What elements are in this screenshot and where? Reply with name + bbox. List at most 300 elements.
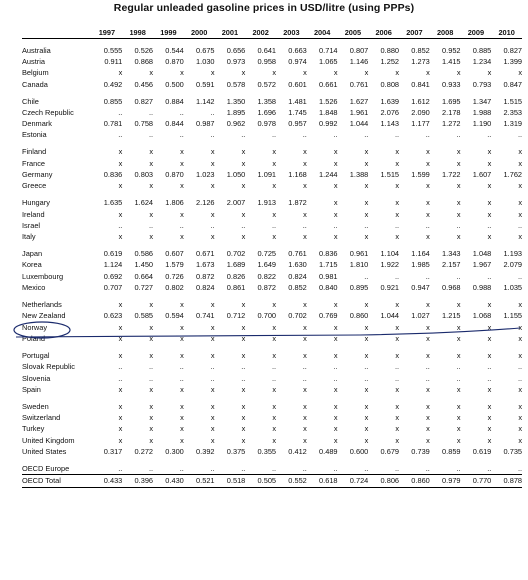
table-cell: x: [241, 350, 246, 360]
table-cell: x: [180, 401, 184, 411]
table-cell: 1.350: [226, 96, 246, 106]
table-cell: ..: [425, 271, 430, 281]
table-cell: 0.578: [226, 79, 246, 89]
table-cell: ..: [241, 463, 246, 473]
table-cell: ..: [241, 220, 246, 230]
table-cell: ..: [271, 220, 277, 230]
table-cell: ..: [394, 362, 400, 372]
table-cell: 0.500: [165, 79, 184, 89]
table-cell: x: [333, 333, 338, 343]
country-name: Israel: [22, 220, 41, 230]
table-cell: 1.515: [380, 170, 400, 180]
table-row: [22, 209, 522, 220]
table-cell: x: [333, 68, 338, 78]
table-cell: x: [487, 300, 492, 310]
table-cell: 0.601: [288, 79, 307, 89]
table-cell: x: [180, 68, 184, 78]
table-cell: ..: [179, 107, 184, 117]
table-cell: ..: [241, 362, 246, 372]
table-row: [22, 310, 522, 321]
table-cell: 0.827: [503, 45, 523, 55]
table-cell: 0.430: [165, 476, 184, 486]
table-cell: 1.358: [257, 96, 277, 106]
table-cell: 1.872: [288, 198, 307, 208]
table-cell: 0.878: [503, 476, 523, 486]
table-cell: 1.450: [134, 260, 154, 270]
table-row: [22, 259, 522, 270]
year-header: 2003: [283, 27, 300, 37]
year-header: 2000: [190, 27, 208, 37]
table-cell: 0.947: [411, 283, 430, 293]
table-cell: x: [303, 350, 307, 360]
table-cell: x: [364, 322, 369, 332]
country-name: Belgium: [22, 68, 49, 78]
table-cell: 0.656: [226, 45, 246, 55]
table-cell: x: [149, 333, 154, 343]
table-cell: x: [210, 435, 215, 445]
table-cell: 2.157: [442, 260, 461, 270]
table-row: [22, 401, 522, 412]
table-cell: ..: [487, 271, 492, 281]
table-cell: x: [149, 401, 154, 411]
table-cell: x: [364, 350, 369, 360]
table-cell: x: [272, 68, 277, 78]
country-name: Italy: [22, 232, 36, 242]
table-cell: x: [364, 198, 369, 208]
table-cell: 1.027: [411, 311, 430, 321]
table-row: [22, 107, 522, 118]
table-cell: x: [149, 147, 154, 157]
country-name: New Zealand: [22, 311, 66, 321]
table-cell: 0.702: [226, 249, 246, 259]
table-cell: x: [149, 350, 154, 360]
table-cell: ..: [210, 130, 215, 140]
table-row: [22, 56, 522, 67]
table-cell: x: [210, 158, 215, 168]
table-cell: ..: [364, 130, 369, 140]
table-cell: x: [333, 158, 338, 168]
table-cell: 0.808: [380, 79, 400, 89]
table-cell: 1.579: [165, 260, 184, 270]
table-cell: x: [272, 333, 277, 343]
table-cell: 0.957: [288, 119, 307, 129]
table-row: [22, 96, 522, 107]
year-header: 2009: [467, 27, 485, 37]
table-cell: x: [149, 158, 154, 168]
country-name: France: [22, 158, 46, 168]
table-cell: 1.143: [380, 119, 400, 129]
country-name: Slovenia: [22, 373, 51, 383]
year-header: 2007: [406, 27, 423, 37]
table-cell: x: [241, 68, 246, 78]
table-cell: x: [333, 209, 338, 219]
table-cell: 0.974: [288, 56, 307, 66]
country-name: Japan: [22, 249, 43, 259]
table-cell: ..: [394, 130, 400, 140]
table-cell: x: [149, 424, 154, 434]
table-cell: x: [426, 147, 430, 157]
table-cell: x: [456, 68, 461, 78]
table-cell: 1.146: [349, 56, 369, 66]
table-cell: x: [118, 232, 123, 242]
table-cell: ..: [148, 463, 154, 473]
table-row: [22, 67, 522, 78]
table-cell: 0.725: [257, 249, 277, 259]
table-cell: x: [333, 401, 338, 411]
table-cell: 1.649: [257, 260, 277, 270]
table-cell: 0.572: [257, 79, 277, 89]
table-cell: x: [149, 300, 154, 310]
table-cell: x: [456, 384, 461, 394]
table-cell: 1.044: [380, 311, 400, 321]
table-cell: 1.155: [503, 311, 523, 321]
table-cell: 1.967: [472, 260, 492, 270]
table-cell: x: [456, 158, 461, 168]
table-row: [22, 412, 522, 423]
table-cell: 0.840: [319, 283, 338, 293]
table-cell: 0.741: [196, 311, 215, 321]
table-cell: x: [303, 424, 307, 434]
table-cell: 0.712: [226, 311, 246, 321]
table-cell: 1.193: [503, 249, 523, 259]
table-cell: x: [210, 350, 215, 360]
table-cell: 0.619: [472, 447, 492, 456]
table-cell: ..: [333, 220, 338, 230]
table-cell: 1.091: [257, 170, 277, 180]
table-cell: x: [241, 147, 246, 157]
table-row: [22, 384, 522, 395]
table-cell: 1.068: [472, 311, 492, 321]
table-cell: x: [456, 209, 461, 219]
table-cell: x: [364, 147, 369, 157]
table-cell: x: [149, 68, 154, 78]
table-cell: x: [395, 198, 400, 208]
table-cell: 0.552: [288, 476, 307, 486]
table-cell: 0.300: [165, 447, 184, 456]
table-cell: x: [487, 333, 492, 343]
table-cell: ..: [425, 373, 430, 383]
country-name: Australia: [22, 45, 51, 55]
table-cell: 1.030: [196, 56, 215, 66]
table-cell: x: [426, 435, 430, 445]
table-cell: ..: [210, 107, 215, 117]
table-cell: ..: [487, 220, 492, 230]
table-cell: ..: [210, 373, 215, 383]
table-row: [22, 423, 522, 434]
table-cell: x: [426, 198, 430, 208]
table-cell: x: [395, 68, 400, 78]
table-cell: x: [518, 322, 523, 332]
table-cell: 0.586: [134, 249, 154, 259]
table-cell: 1.745: [288, 107, 307, 117]
table-cell: 0.921: [380, 283, 400, 293]
table-cell: 0.623: [103, 311, 123, 321]
table-cell: 1.696: [257, 107, 277, 117]
table-cell: x: [149, 232, 154, 242]
table-cell: 0.663: [288, 45, 307, 55]
table-cell: 0.392: [196, 447, 215, 456]
table-cell: x: [518, 209, 523, 219]
table-cell: x: [303, 68, 307, 78]
table-cell: 1.630: [288, 260, 307, 270]
table-cell: 1.164: [411, 249, 430, 259]
table-cell: x: [487, 147, 492, 157]
country-name: Norway: [22, 322, 48, 332]
table-row: [22, 463, 522, 474]
table-cell: x: [426, 68, 430, 78]
table-row: [22, 350, 522, 361]
table-cell: 0.933: [442, 79, 461, 89]
table-cell: x: [118, 322, 123, 332]
table-cell: ..: [179, 373, 184, 383]
year-header: 1999: [160, 27, 177, 37]
table-cell: x: [180, 413, 184, 423]
table-cell: ..: [456, 373, 461, 383]
table-cell: 0.852: [288, 283, 307, 293]
table-cell: x: [303, 181, 307, 191]
table-row: [22, 271, 522, 282]
table-cell: 1.515: [503, 96, 523, 106]
table-body: [22, 39, 522, 488]
table-cell: x: [180, 350, 184, 360]
table-cell: ..: [148, 130, 154, 140]
country-name: Mexico: [22, 283, 46, 293]
table-cell: 0.739: [411, 447, 430, 456]
table-cell: 1.065: [319, 56, 338, 66]
table-cell: x: [395, 384, 400, 394]
table-cell: x: [364, 333, 369, 343]
year-header: 2008: [436, 27, 454, 37]
table-cell: ..: [302, 373, 307, 383]
table-cell: x: [241, 158, 246, 168]
table-cell: x: [149, 384, 154, 394]
table-cell: x: [518, 401, 523, 411]
table-cell: 0.885: [472, 45, 492, 55]
table-cell: 1.612: [411, 96, 430, 106]
table-cell: x: [518, 198, 523, 208]
table-cell: 0.714: [319, 45, 338, 55]
table-cell: 1.607: [472, 170, 492, 180]
table-cell: ..: [179, 220, 184, 230]
table-cell: ..: [241, 373, 246, 383]
year-header: 1998: [129, 27, 146, 37]
table-cell: 0.661: [319, 79, 338, 89]
table-cell: ..: [364, 373, 369, 383]
table-cell: ..: [118, 130, 123, 140]
table-cell: x: [426, 158, 430, 168]
table-cell: ..: [517, 130, 523, 140]
country-name: Turkey: [22, 424, 45, 434]
country-name: United Kingdom: [22, 435, 75, 445]
table-cell: 0.769: [319, 311, 338, 321]
table-cell: 0.607: [165, 249, 184, 259]
table-cell: x: [456, 232, 461, 242]
country-name: Chile: [22, 96, 39, 106]
table-cell: ..: [517, 373, 523, 383]
table-cell: x: [487, 232, 492, 242]
table-cell: x: [426, 181, 430, 191]
table-cell: x: [395, 322, 400, 332]
table-cell: 1.415: [442, 56, 461, 66]
table-cell: ..: [118, 463, 123, 473]
table-cell: ..: [179, 362, 184, 372]
table-cell: x: [395, 413, 400, 423]
table-cell: 2.076: [380, 107, 400, 117]
table-cell: 2.007: [226, 198, 246, 208]
table-cell: x: [118, 413, 123, 423]
table-cell: ..: [302, 463, 307, 473]
table-cell: x: [149, 209, 154, 219]
table-cell: x: [303, 384, 307, 394]
table-cell: 1.252: [380, 56, 400, 66]
table-cell: x: [487, 435, 492, 445]
table-cell: 0.664: [134, 271, 154, 281]
table-cell: 2.178: [442, 107, 461, 117]
table-cell: x: [180, 209, 184, 219]
table-row: [22, 158, 522, 169]
table-cell: x: [518, 424, 523, 434]
table-cell: x: [303, 147, 307, 157]
table-cell: x: [395, 158, 400, 168]
table-cell: 0.585: [134, 311, 154, 321]
table-cell: 1.627: [349, 96, 369, 106]
country-name: OECD Total: [22, 476, 61, 486]
table-cell: 0.702: [288, 311, 307, 321]
table-cell: x: [118, 181, 123, 191]
table-cell: 0.860: [411, 476, 430, 486]
table-cell: x: [241, 333, 246, 343]
table-cell: x: [333, 322, 338, 332]
table-cell: ..: [333, 373, 338, 383]
table-cell: 1.985: [411, 260, 430, 270]
table-cell: 2.353: [503, 107, 523, 117]
table-cell: x: [180, 435, 184, 445]
table-row: [22, 282, 522, 293]
table-cell: x: [210, 413, 215, 423]
country-name: Germany: [22, 170, 53, 180]
table-cell: 1.272: [442, 119, 461, 129]
table-cell: 1.673: [196, 260, 215, 270]
country-name: Finland: [22, 147, 47, 157]
table-cell: x: [456, 350, 461, 360]
table-cell: 0.761: [349, 79, 369, 89]
country-name: Spain: [22, 384, 41, 394]
table-cell: 0.781: [103, 119, 123, 129]
table-cell: x: [364, 401, 369, 411]
table-cell: 1.244: [319, 170, 338, 180]
table-cell: 1.848: [319, 107, 338, 117]
table-cell: ..: [487, 463, 492, 473]
table-cell: 1.035: [503, 283, 523, 293]
table-cell: x: [426, 384, 430, 394]
year-header: 2004: [313, 27, 331, 37]
table-cell: 0.412: [288, 447, 307, 456]
table-cell: 0.859: [442, 447, 461, 456]
table-cell: 1.988: [472, 107, 492, 117]
table-cell: 1.177: [411, 119, 430, 129]
table-cell: ..: [271, 130, 277, 140]
table-cell: 0.968: [442, 283, 461, 293]
table-cell: x: [303, 300, 307, 310]
country-name: OECD Europe: [22, 463, 70, 473]
table-cell: 0.679: [380, 447, 400, 456]
table-cell: x: [364, 435, 369, 445]
table-cell: ..: [364, 220, 369, 230]
table-cell: 0.870: [165, 170, 184, 180]
table-row: [22, 231, 522, 242]
table-cell: ..: [271, 463, 277, 473]
table-cell: x: [395, 333, 400, 343]
table-cell: 0.841: [411, 79, 430, 89]
table-cell: x: [210, 300, 215, 310]
table-cell: 0.872: [257, 283, 277, 293]
table-cell: 1.273: [411, 56, 430, 66]
table-cell: ..: [118, 220, 123, 230]
table-cell: x: [456, 198, 461, 208]
table-cell: 1.215: [442, 311, 461, 321]
table-cell: 1.388: [349, 170, 369, 180]
table-cell: 0.758: [134, 119, 154, 129]
table-cell: ..: [425, 220, 430, 230]
table-row: [22, 118, 522, 129]
table-cell: 1.695: [442, 96, 461, 106]
table-cell: ..: [487, 373, 492, 383]
table-cell: 0.692: [103, 271, 123, 281]
table-row: [22, 446, 522, 457]
table-cell: 0.793: [472, 79, 492, 89]
table-cell: x: [118, 424, 123, 434]
table-row: [22, 197, 522, 208]
table-row: [22, 146, 522, 157]
table-cell: 0.735: [503, 447, 523, 456]
table-cell: 0.727: [134, 283, 154, 293]
table-row: [22, 248, 522, 259]
table-cell: ..: [118, 373, 123, 383]
table-cell: x: [518, 300, 523, 310]
table-cell: ..: [333, 130, 338, 140]
table-cell: x: [241, 181, 246, 191]
table-cell: ..: [271, 373, 277, 383]
table-cell: 0.761: [288, 249, 307, 259]
table-cell: ..: [364, 271, 369, 281]
table-cell: x: [272, 147, 277, 157]
table-cell: 0.988: [472, 283, 492, 293]
country-name: Hungary: [22, 198, 50, 208]
table-cell: 2.126: [196, 198, 215, 208]
country-name: Denmark: [22, 119, 52, 129]
table-cell: 0.396: [134, 476, 154, 486]
table-cell: x: [149, 181, 154, 191]
table-cell: x: [487, 384, 492, 394]
table-row: [22, 299, 522, 310]
table-cell: x: [395, 350, 400, 360]
table-cell: 0.979: [442, 476, 461, 486]
table-cell: 0.992: [319, 119, 338, 129]
table-cell: ..: [210, 362, 215, 372]
table-cell: x: [426, 424, 430, 434]
table-cell: x: [210, 147, 215, 157]
table-cell: 0.600: [349, 447, 369, 456]
table-cell: x: [518, 333, 523, 343]
table-cell: x: [180, 232, 184, 242]
table-cell: x: [395, 181, 400, 191]
table-cell: x: [149, 435, 154, 445]
table-cell: x: [395, 401, 400, 411]
table-cell: ..: [118, 107, 123, 117]
table-cell: x: [426, 401, 430, 411]
table-cell: 1.961: [349, 107, 369, 117]
table-cell: 0.726: [165, 271, 184, 281]
